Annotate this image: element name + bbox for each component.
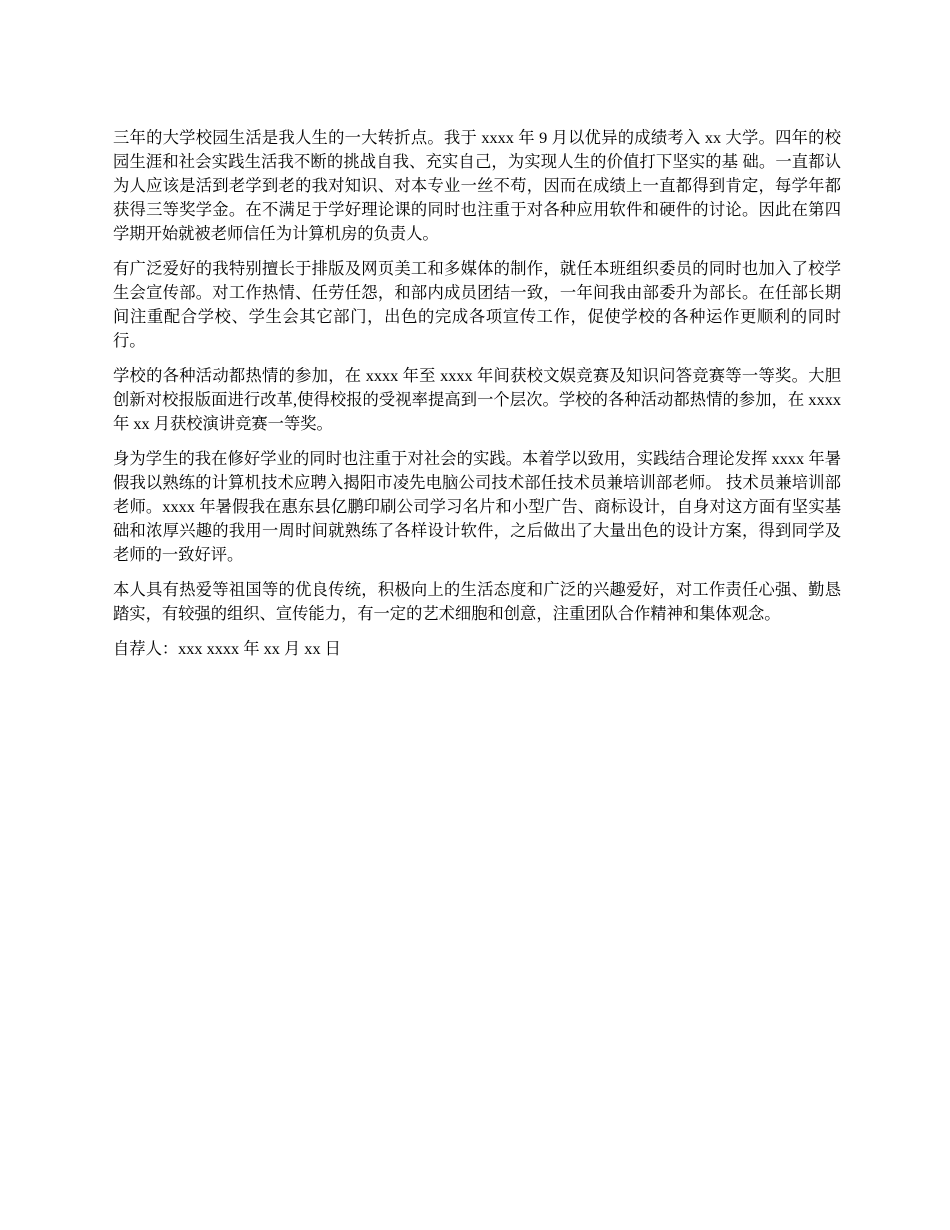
paragraph-intro: 三年的大学校园生活是我人生的一大转折点。我于 xxxx 年 9 月以优异的成绩考入 xx 大学。四年的校园生涯和社会实践生活我不断的挑战自我、充实自己，为实现人生的价值打下坚实的基 础。一直都认为人应该是活到老学到老的我对知识、对本专业一丝不苟，因而在成绩上一直都得到肯定，每学年都获得三等奖学金。在不满足于学好理论课的同时也注重于对各种应用软件和硬件的讨论。因此在第四学期开始就被老师信任为计算机房的负责人。 [113, 128, 841, 243]
paragraph-activities: 学校的各种活动都热情的参加，在 xxxx 年至 xxxx 年间获校文娱竞赛及知识问答竞赛等一等奖。大胆创新对校报版面进行改革,使得校报的受视率提高到一个层次。学校的各种活动都热情的参加，在 xxxx 年 xx 月获校演讲竞赛一等奖。 [113, 366, 841, 433]
paragraph-practice: 身为学生的我在修好学业的同时也注重于对社会的实践。本着学以致用，实践结合理论发挥 xxxx 年暑假我以熟练的计算机技术应聘入揭阳市凌先电脑公司技术部任技术员兼培训部老师。 技术员兼培训部老师。xxxx 年暑假我在惠东县亿鹏印刷公司学习名片和小型广告、商标设计，自身对这方面有坚实基础和浓厚兴趣的我用一周时间就熟练了各样设计软件，之后做出了大量出色的设计方案，得到同学及老师的一致好评。 [113, 449, 841, 564]
paragraph-hobbies: 有广泛爱好的我特别擅长于排版及网页美工和多媒体的制作，就任本班组织委员的同时也加入了校学生会宣传部。对工作热情、任劳任怨，和部内成员团结一致，一年间我由部委升为部长。在任部长期间注重配合学校、学生会其它部门，出色的完成各项宣传工作，促使学校的各种运作更顺利的同时行。 [113, 259, 841, 350]
document-body [113, 126, 841, 661]
signature-line: 自荐人：xxx xxxx 年 xx 月 xx 日 [113, 639, 341, 658]
paragraph-summary: 本人具有热爱等祖国等的优良传统，积极向上的生活态度和广泛的兴趣爱好，对工作责任心强、勤恳踏实，有较强的组织、宣传能力，有一定的艺术细胞和创意，注重团队合作精神和集体观念。 [113, 580, 841, 623]
